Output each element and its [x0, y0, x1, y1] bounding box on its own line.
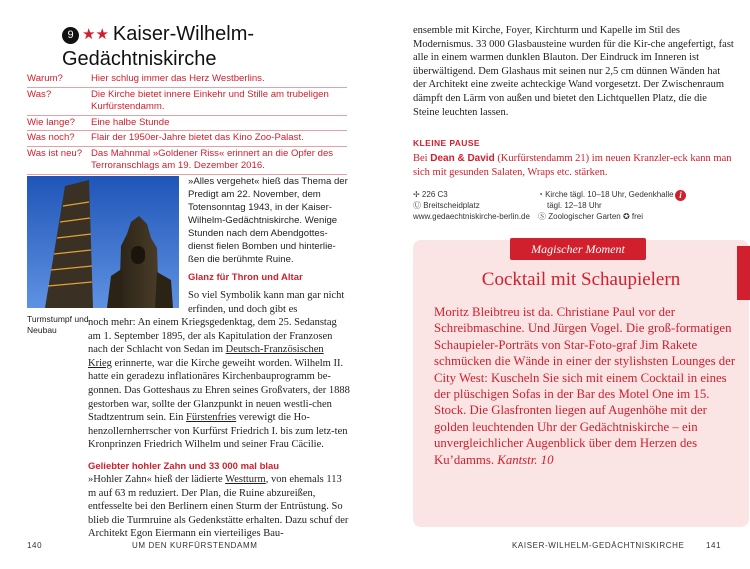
- fact-row: [27, 87, 347, 115]
- info-icon[interactable]: i: [675, 190, 686, 201]
- body-text: erinnerte, war die Kirche geweiht worden. Wilhelm II. hatte ein geradezu inflationäres Kirchenbauprogramm be-gonnen. Das Gotteshaus zu Ehren seines Großvaters, der 1888 gestorben war, sollte der Glanzpunkt in neuen westli-chen Stadtzentrum sein. Ein: [88, 357, 350, 424]
- magic-moment-title: Cocktail mit Schaupielern: [481, 269, 681, 290]
- sight-title: Kaiser-Wilhelm-Gedächtniskirche: [62, 23, 255, 70]
- info-block-right: [538, 189, 678, 222]
- fact-row: [27, 146, 347, 174]
- fact-row: [27, 72, 347, 87]
- body-text: So viel Symbolik kann man gar nicht erfinden, und doch gibt es: [188, 290, 345, 315]
- price-value: frei: [631, 212, 643, 221]
- facts-table: [27, 72, 347, 175]
- info-block-left: [413, 189, 533, 222]
- body-text: noch mehr: An einem Kriegsgedenktag, dem 25. Sedanstag am 1. September 1895, der als Kapitulation der Franzosen nach der Schlacht von Sedan im: [88, 317, 337, 356]
- photo-caption: Turmstumpf und Neubau: [27, 314, 89, 335]
- pause-text: [413, 152, 735, 179]
- transit-stop: Ⓤ Breitscheidplatz: [413, 201, 480, 210]
- rating-stars: ★★: [82, 26, 109, 43]
- fact-key: Was noch?: [27, 132, 75, 143]
- body-column-start: [188, 289, 350, 316]
- fact-value: Das Mahnmal »Goldener Riss« erinnert an die Opfer des Terroranschlags am 19. Dezember 2016.: [91, 147, 334, 171]
- fact-row: [27, 115, 347, 131]
- intro-text: [188, 175, 350, 284]
- opening-hours-2: tägl. 12–18 Uhr: [547, 201, 602, 210]
- running-header-right: KAISER-WILHELM-GEDÄCHTNISKIRCHE: [512, 541, 685, 550]
- fact-value: Die Kirche bietet innere Einkehr und Stille am trubeligen Kurfürstendamm.: [91, 88, 329, 112]
- page-number-right: 141: [706, 541, 722, 550]
- cross-reference-link[interactable]: Westturm: [225, 473, 266, 485]
- right-body-text: ensemble mit Kirche, Foyer, Kirchturm und Kapelle im Stil des Modernismus. 33 000 Glasbausteine wurden für die Kir-che angefertigt, fast alle in einem warmen dunklen Blauton. Der Eindruck im Inneren ist überwältigend. Dem Glashaus mit seinen nur 2,5 cm dünnen Wänden hat der Architekt eine zweite achteckige Wand vorgesetzt. Der Zwischenraum dämpft den Lärm von außen und bietet den Lichtquellen Platz, die die Steine leuchten lassen.: [413, 25, 734, 118]
- sight-number-badge: 9: [62, 27, 79, 44]
- fact-value: Flair der 1950er-Jahre bietet das Kino Zoo-Palast.: [91, 132, 304, 143]
- pause-text-a: Bei: [413, 153, 431, 164]
- pause-venue: Dean & David: [430, 153, 495, 164]
- transit-and-price: [538, 211, 678, 222]
- opening-hours: [538, 189, 678, 200]
- fact-value: Eine halbe Stunde: [91, 116, 170, 128]
- fact-key: Was?: [27, 88, 52, 100]
- page-number-left: 140: [27, 541, 43, 550]
- running-header-left: UM DEN KURFÜRSTENDAMM: [132, 541, 258, 550]
- hours-line-1: Kirche tägl. 10–18 Uhr, Gedenkhalle: [545, 190, 674, 199]
- website-link[interactable]: www.gedaechtniskirche-berlin.de: [413, 212, 530, 221]
- section-heading-2: Geliebter hohler Zahn und 33 000 mal blau: [88, 460, 280, 472]
- section-heading-1: Glanz für Thron und Altar: [188, 272, 303, 283]
- cross-reference-link[interactable]: Fürstenfries: [185, 412, 237, 424]
- body-text: »Hohler Zahn« hieß der lädierte: [88, 473, 226, 485]
- fact-row: [27, 131, 347, 147]
- pause-text-b: (Kurfürstendamm 21) im neuen Kranzler-eck kann man sich mit gesunden Salaten, Wraps etc. stärken.: [413, 153, 732, 178]
- body-text: , von ehemals 113 m auf 63 m reduziert. Der Plan, die Ruine abzureißen, entfesselte bei den Berlinern einen Sturm der Entrüstung. So blieb die Turmruine als Gedenkstätte erhalten. Dazu schuf der Architekt Egon Eiermann ein vierteiliges Bau-: [88, 473, 349, 540]
- page-title: [62, 22, 342, 72]
- pause-heading: KLEINE PAUSE: [413, 138, 480, 148]
- clock-icon: ◔: [538, 190, 546, 199]
- fact-value: Hier schlug immer das Herz Westberlins.: [91, 73, 265, 84]
- map-reference[interactable]: ✢ 226 C3: [413, 190, 448, 199]
- magic-moment-text: [434, 304, 740, 468]
- section-tab-marker: [737, 246, 750, 300]
- fact-key: Was ist neu?: [27, 147, 83, 159]
- magic-moment-badge: Magischer Moment: [510, 238, 646, 260]
- moment-paragraph: Moritz Bleibtreu ist da. Christiane Paul vor der Schreibmaschine. Und Jürgen Vogel. Die groß-formatigen Schaupieler-Porträts von Star-Foto-graf Jim Rakete schmücken die Wände in einer der stylishsten Lounges der City West: Kuscheln Sie sich mit einem Cocktail in eines der plüschigen Sofas in der Bar des Motel One im 15. Stock. Die Glasfronten liegen auf Augenhöhe mit der golden leuchtenden Uhr der Gedächtniskirche – ein unvergleichlicher Augenblick über dem Herzen des Ku’damms.: [434, 305, 736, 467]
- intro-paragraph: »Alles vergehet« hieß das Thema der Predigt am 22. November, dem Totensonntag 1943, in der Kaiser-Wilhelm-Gedächtniskirche. Wenige Stunden nach dem Abendgottes-dienst fielen Bomben und hinterlie-ßen die berühmte Ruine.: [188, 176, 348, 265]
- price-icon: ✪: [620, 212, 632, 221]
- fact-key: Warum?: [27, 73, 63, 84]
- transit-icon: Ⓢ: [538, 212, 549, 221]
- fact-key: Wie lange?: [27, 116, 75, 128]
- moment-address: Kantstr. 10: [497, 452, 554, 467]
- church-photo: [27, 176, 179, 308]
- cross-reference-link[interactable]: Deutsch-Französischen Krieg: [88, 344, 324, 369]
- body-text: verewigt die Ho-henzollernherrscher von Kurfürst Friedrich I. bis zum letz-ten Kronprinzen Friedrich Wilhelm und seiner Frau Cäcilie.: [88, 412, 348, 451]
- transit-stop-2: Zoologischer Garten: [548, 212, 621, 221]
- body-column: [88, 316, 350, 541]
